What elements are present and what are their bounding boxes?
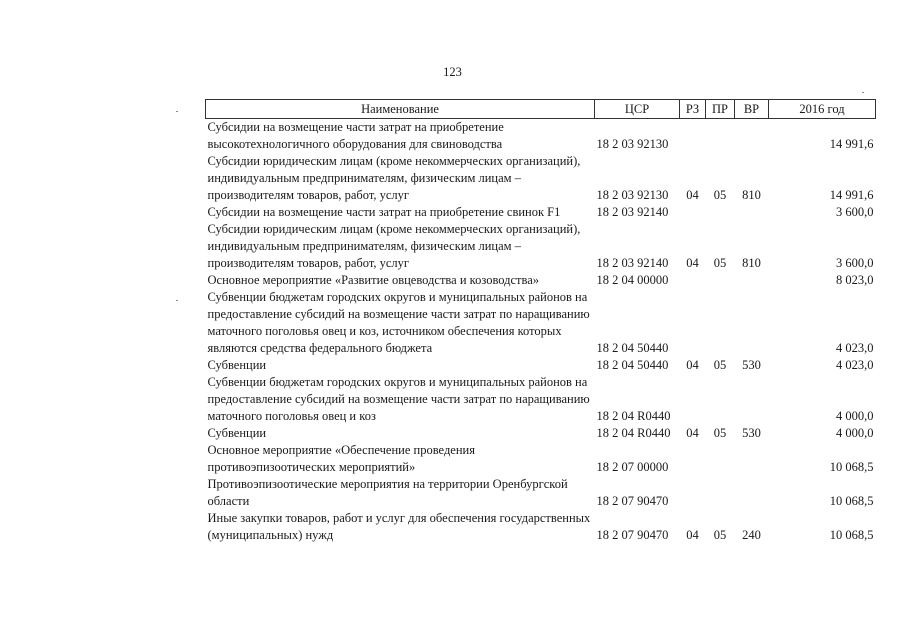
header-csr: ЦСР — [595, 100, 680, 119]
page-number: 123 — [443, 65, 462, 79]
cell-pr: 05 — [713, 528, 727, 542]
cell-amount: 14 991,6 — [829, 188, 874, 202]
cell-rz: 04 — [686, 426, 699, 440]
header-pr: ПР — [706, 100, 735, 119]
cell-vr: 810 — [742, 256, 761, 270]
cell-pr — [706, 289, 735, 357]
cell-vr — [735, 272, 769, 289]
cell-rz: 04 — [686, 358, 699, 372]
cell-csr: 18 2 04 R0440 — [596, 409, 671, 423]
cell-name: Основное мероприятие «Обеспечение проведения противоэпизоотических мероприятий» — [207, 443, 475, 474]
cell-rz — [680, 272, 706, 289]
cell-name: Субвенции бюджетам городских округов и муниципальных районов на предоставление субсидий на возмещение части затрат по наращиванию маточного поголовья овец и коз — [207, 375, 590, 423]
cell-name: Субсидии на возмещение части затрат на приобретение высокотехнологичного оборудования для свиноводства — [207, 120, 504, 151]
cell-pr: 05 — [713, 426, 727, 440]
cell-rz — [680, 289, 706, 357]
table-body — [206, 119, 876, 545]
cell-pr: 05 — [713, 256, 727, 270]
cell-pr — [706, 374, 735, 425]
cell-vr: 530 — [742, 426, 761, 440]
cell-amount: 4 000,0 — [836, 426, 874, 440]
cell-csr: 18 2 07 90470 — [596, 528, 669, 542]
cell-rz — [680, 476, 706, 510]
table-row — [206, 476, 876, 510]
cell-vr — [735, 442, 769, 476]
cell-vr — [735, 476, 769, 510]
cell-pr — [706, 272, 735, 289]
cell-rz: 04 — [686, 188, 699, 202]
cell-amount: 14 991,6 — [829, 137, 874, 151]
cell-vr — [735, 119, 769, 154]
cell-csr: 18 2 03 92140 — [596, 205, 669, 219]
cell-vr: 530 — [742, 358, 761, 372]
scan-speck — [176, 300, 178, 301]
cell-pr — [706, 119, 735, 154]
table-row — [206, 119, 876, 154]
cell-pr: 05 — [713, 358, 727, 372]
cell-vr: 240 — [742, 528, 761, 542]
table-row — [206, 442, 876, 476]
cell-amount: 3 600,0 — [836, 256, 874, 270]
header-name: Наименование — [206, 100, 595, 119]
cell-csr: 18 2 03 92130 — [596, 137, 669, 151]
cell-vr — [735, 374, 769, 425]
cell-vr — [735, 289, 769, 357]
scan-speck — [176, 111, 178, 112]
cell-amount: 8 023,0 — [836, 273, 874, 287]
table-row — [206, 425, 876, 442]
cell-name: Субсидии на возмещение части затрат на приобретение свинок F1 — [207, 205, 561, 219]
cell-csr: 18 2 07 00000 — [596, 460, 669, 474]
cell-name: Иные закупки товаров, работ и услуг для обеспечения государственных (муниципальных) нужд — [207, 511, 591, 542]
cell-rz: 04 — [686, 528, 699, 542]
header-vr: ВР — [735, 100, 769, 119]
cell-name: Субвенции — [207, 426, 267, 440]
cell-rz — [680, 204, 706, 221]
cell-name: Противоэпизоотические мероприятия на территории Оренбургской области — [207, 477, 568, 508]
cell-amount: 3 600,0 — [836, 205, 874, 219]
cell-csr: 18 2 04 00000 — [596, 273, 669, 287]
table-row — [206, 221, 876, 272]
table-row — [206, 272, 876, 289]
cell-amount: 4 023,0 — [836, 358, 874, 372]
cell-vr: 810 — [742, 188, 761, 202]
scan-speck — [862, 92, 864, 93]
header-row — [206, 100, 876, 119]
cell-amount: 10 068,5 — [829, 528, 874, 542]
table-row — [206, 289, 876, 357]
table-row — [206, 374, 876, 425]
table-row — [206, 153, 876, 204]
cell-rz: 04 — [686, 256, 699, 270]
cell-csr: 18 2 07 90470 — [596, 494, 669, 508]
cell-rz — [680, 442, 706, 476]
cell-csr: 18 2 03 92130 — [596, 188, 669, 202]
cell-name: Субвенции — [207, 358, 267, 372]
table-row — [206, 510, 876, 544]
cell-vr — [735, 204, 769, 221]
cell-amount: 4 000,0 — [836, 409, 874, 423]
cell-amount: 4 023,0 — [836, 341, 874, 355]
budget-table — [205, 99, 876, 544]
cell-name: Субсидии юридическим лицам (кроме некоммерческих организаций), индивидуальным предпринимателям, физическим лицам – производителям товаров, работ, услуг — [207, 154, 581, 202]
cell-pr — [706, 476, 735, 510]
cell-pr — [706, 204, 735, 221]
cell-amount: 10 068,5 — [829, 494, 874, 508]
cell-csr: 18 2 04 50440 — [596, 358, 669, 372]
cell-name: Субвенции бюджетам городских округов и муниципальных районов на предоставление субсидий на возмещение части затрат по наращиванию маточного поголовья овец и коз, источником обеспечения которых являются средства федерального бюджета — [207, 290, 590, 355]
header-rz: РЗ — [680, 100, 706, 119]
table-row — [206, 357, 876, 374]
cell-amount: 10 068,5 — [829, 460, 874, 474]
cell-rz — [680, 119, 706, 154]
cell-csr: 18 2 04 50440 — [596, 341, 669, 355]
header-year: 2016 год — [769, 100, 876, 119]
cell-name: Основное мероприятие «Развитие овцеводства и козоводства» — [207, 273, 540, 287]
cell-csr: 18 2 03 92140 — [596, 256, 669, 270]
cell-rz — [680, 374, 706, 425]
cell-name: Субсидии юридическим лицам (кроме некоммерческих организаций), индивидуальным предпринимателям, физическим лицам – производителям товаров, работ, услуг — [207, 222, 581, 270]
cell-pr — [706, 442, 735, 476]
cell-csr: 18 2 04 R0440 — [596, 426, 671, 440]
table-row — [206, 204, 876, 221]
cell-pr: 05 — [713, 188, 727, 202]
